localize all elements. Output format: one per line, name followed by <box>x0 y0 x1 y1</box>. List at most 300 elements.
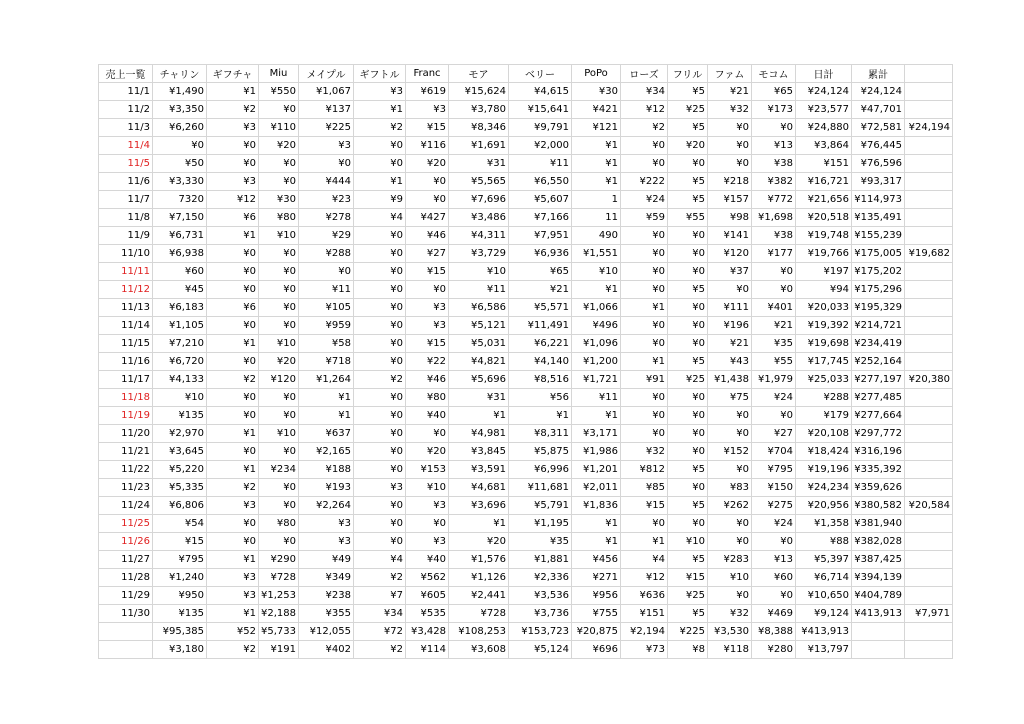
value-cell[interactable] <box>905 173 953 191</box>
value-cell[interactable]: ¥0 <box>207 353 259 371</box>
value-cell[interactable]: ¥15,624 <box>449 83 509 101</box>
value-cell[interactable]: ¥0 <box>259 101 299 119</box>
value-cell[interactable]: ¥0 <box>621 227 668 245</box>
value-cell[interactable]: ¥4 <box>621 551 668 569</box>
value-cell[interactable]: ¥3 <box>406 101 449 119</box>
value-cell[interactable]: ¥0 <box>207 263 259 281</box>
value-cell[interactable]: ¥1,067 <box>299 83 354 101</box>
value-cell[interactable]: ¥25 <box>668 587 708 605</box>
value-cell[interactable]: ¥0 <box>354 263 406 281</box>
value-cell[interactable]: ¥20,956 <box>796 497 852 515</box>
value-cell[interactable]: ¥3,736 <box>509 605 572 623</box>
value-cell[interactable] <box>905 443 953 461</box>
value-cell[interactable]: ¥5,607 <box>509 191 572 209</box>
value-cell[interactable]: ¥0 <box>259 299 299 317</box>
value-cell[interactable]: ¥0 <box>752 263 796 281</box>
value-cell[interactable]: ¥32 <box>621 443 668 461</box>
value-cell[interactable]: ¥0 <box>354 353 406 371</box>
value-cell[interactable]: ¥10 <box>259 425 299 443</box>
value-cell[interactable]: ¥76,445 <box>852 137 905 155</box>
value-cell[interactable]: ¥5,696 <box>449 371 509 389</box>
value-cell[interactable]: ¥1,691 <box>449 137 509 155</box>
value-cell[interactable]: ¥16,721 <box>796 173 852 191</box>
value-cell[interactable]: ¥1,438 <box>708 371 752 389</box>
value-cell[interactable]: ¥1,195 <box>509 515 572 533</box>
value-cell[interactable]: ¥0 <box>752 533 796 551</box>
column-header[interactable]: ベリー <box>509 65 572 83</box>
value-cell[interactable]: ¥271 <box>572 569 621 587</box>
value-cell[interactable]: ¥0 <box>668 389 708 407</box>
value-cell[interactable]: ¥3 <box>354 83 406 101</box>
value-cell[interactable]: ¥696 <box>572 641 621 659</box>
value-cell[interactable]: ¥0 <box>207 515 259 533</box>
value-cell[interactable]: ¥32 <box>708 605 752 623</box>
date-cell[interactable]: 11/6 <box>99 173 153 191</box>
value-cell[interactable]: ¥3,608 <box>449 641 509 659</box>
value-cell[interactable]: ¥0 <box>259 479 299 497</box>
value-cell[interactable] <box>905 263 953 281</box>
value-cell[interactable]: ¥3,530 <box>708 623 752 641</box>
value-cell[interactable]: ¥65 <box>752 83 796 101</box>
value-cell[interactable]: ¥55 <box>668 209 708 227</box>
value-cell[interactable]: ¥0 <box>207 389 259 407</box>
value-cell[interactable]: ¥5 <box>668 461 708 479</box>
value-cell[interactable]: ¥950 <box>153 587 207 605</box>
value-cell[interactable]: ¥7,696 <box>449 191 509 209</box>
value-cell[interactable]: ¥20,584 <box>905 497 953 515</box>
value-cell[interactable]: ¥381,940 <box>852 515 905 533</box>
value-cell[interactable]: ¥12 <box>207 191 259 209</box>
value-cell[interactable]: ¥27 <box>752 425 796 443</box>
value-cell[interactable]: ¥72 <box>354 623 406 641</box>
value-cell[interactable]: ¥15 <box>668 569 708 587</box>
value-cell[interactable]: ¥5 <box>668 83 708 101</box>
value-cell[interactable]: ¥114 <box>406 641 449 659</box>
value-cell[interactable]: ¥10 <box>406 479 449 497</box>
value-cell[interactable]: ¥5 <box>668 191 708 209</box>
value-cell[interactable]: ¥0 <box>354 317 406 335</box>
value-cell[interactable] <box>905 101 953 119</box>
value-cell[interactable]: ¥355 <box>299 605 354 623</box>
value-cell[interactable]: ¥21 <box>752 317 796 335</box>
value-cell[interactable]: ¥1,201 <box>572 461 621 479</box>
value-cell[interactable]: ¥20 <box>406 443 449 461</box>
value-cell[interactable] <box>905 137 953 155</box>
value-cell[interactable]: ¥13,797 <box>796 641 852 659</box>
value-cell[interactable]: ¥0 <box>708 281 752 299</box>
value-cell[interactable]: ¥5,031 <box>449 335 509 353</box>
value-cell[interactable]: ¥24 <box>621 191 668 209</box>
value-cell[interactable]: ¥956 <box>572 587 621 605</box>
value-cell[interactable] <box>905 425 953 443</box>
value-cell[interactable]: ¥0 <box>354 443 406 461</box>
value-cell[interactable]: ¥3,536 <box>509 587 572 605</box>
value-cell[interactable]: ¥6,221 <box>509 335 572 353</box>
value-cell[interactable]: ¥7,150 <box>153 209 207 227</box>
value-cell[interactable]: ¥31 <box>449 155 509 173</box>
value-cell[interactable]: ¥152 <box>708 443 752 461</box>
value-cell[interactable]: ¥0 <box>668 479 708 497</box>
value-cell[interactable]: ¥0 <box>259 173 299 191</box>
value-cell[interactable]: ¥2,194 <box>621 623 668 641</box>
value-cell[interactable]: ¥1 <box>572 155 621 173</box>
value-cell[interactable]: ¥0 <box>207 137 259 155</box>
value-cell[interactable] <box>905 623 953 641</box>
value-cell[interactable]: ¥11 <box>572 389 621 407</box>
value-cell[interactable]: ¥19,196 <box>796 461 852 479</box>
value-cell[interactable]: ¥755 <box>572 605 621 623</box>
value-cell[interactable]: ¥234 <box>259 461 299 479</box>
value-cell[interactable]: ¥8,311 <box>509 425 572 443</box>
value-cell[interactable]: ¥382,028 <box>852 533 905 551</box>
value-cell[interactable]: ¥234,419 <box>852 335 905 353</box>
value-cell[interactable]: ¥21 <box>509 281 572 299</box>
value-cell[interactable]: ¥0 <box>354 389 406 407</box>
value-cell[interactable]: ¥10 <box>259 227 299 245</box>
value-cell[interactable]: ¥0 <box>259 443 299 461</box>
value-cell[interactable]: ¥19,682 <box>905 245 953 263</box>
value-cell[interactable]: ¥25 <box>668 101 708 119</box>
date-cell[interactable]: 11/26 <box>99 533 153 551</box>
value-cell[interactable]: ¥316,196 <box>852 443 905 461</box>
value-cell[interactable]: ¥0 <box>708 515 752 533</box>
value-cell[interactable]: ¥11 <box>449 281 509 299</box>
date-cell[interactable]: 11/13 <box>99 299 153 317</box>
value-cell[interactable]: ¥179 <box>796 407 852 425</box>
value-cell[interactable] <box>905 551 953 569</box>
value-cell[interactable]: ¥10 <box>153 389 207 407</box>
value-cell[interactable]: ¥0 <box>299 155 354 173</box>
value-cell[interactable]: ¥153,723 <box>509 623 572 641</box>
value-cell[interactable]: ¥0 <box>621 515 668 533</box>
value-cell[interactable]: ¥278 <box>299 209 354 227</box>
column-header[interactable]: 累計 <box>852 65 905 83</box>
value-cell[interactable]: ¥535 <box>406 605 449 623</box>
value-cell[interactable]: ¥24,194 <box>905 119 953 137</box>
value-cell[interactable]: ¥2 <box>207 101 259 119</box>
value-cell[interactable]: ¥1 <box>572 173 621 191</box>
date-cell[interactable]: 11/19 <box>99 407 153 425</box>
column-header[interactable]: モコム <box>752 65 796 83</box>
value-cell[interactable]: ¥3,645 <box>153 443 207 461</box>
value-cell[interactable] <box>905 515 953 533</box>
value-cell[interactable]: ¥60 <box>153 263 207 281</box>
value-cell[interactable]: ¥4,311 <box>449 227 509 245</box>
value-cell[interactable]: ¥21,656 <box>796 191 852 209</box>
value-cell[interactable]: ¥0 <box>621 281 668 299</box>
value-cell[interactable]: ¥4,821 <box>449 353 509 371</box>
value-cell[interactable]: ¥3 <box>406 317 449 335</box>
value-cell[interactable] <box>905 317 953 335</box>
value-cell[interactable]: ¥2,011 <box>572 479 621 497</box>
value-cell[interactable]: ¥151 <box>796 155 852 173</box>
value-cell[interactable]: ¥456 <box>572 551 621 569</box>
value-cell[interactable]: ¥15 <box>406 119 449 137</box>
value-cell[interactable]: ¥6,586 <box>449 299 509 317</box>
value-cell[interactable]: ¥218 <box>708 173 752 191</box>
value-cell[interactable]: ¥10 <box>449 263 509 281</box>
value-cell[interactable]: ¥0 <box>354 515 406 533</box>
value-cell[interactable]: ¥0 <box>354 335 406 353</box>
value-cell[interactable]: ¥98 <box>708 209 752 227</box>
value-cell[interactable]: ¥427 <box>406 209 449 227</box>
value-cell[interactable]: ¥32 <box>708 101 752 119</box>
value-cell[interactable]: ¥2 <box>354 569 406 587</box>
value-cell[interactable]: ¥0 <box>708 137 752 155</box>
value-cell[interactable]: ¥394,139 <box>852 569 905 587</box>
value-cell[interactable]: ¥6 <box>207 209 259 227</box>
date-cell[interactable]: 11/3 <box>99 119 153 137</box>
value-cell[interactable]: ¥6,936 <box>509 245 572 263</box>
value-cell[interactable]: ¥275 <box>752 497 796 515</box>
value-cell[interactable]: ¥3 <box>406 497 449 515</box>
value-cell[interactable]: ¥728 <box>259 569 299 587</box>
value-cell[interactable]: ¥1,105 <box>153 317 207 335</box>
value-cell[interactable]: ¥6,183 <box>153 299 207 317</box>
value-cell[interactable]: ¥2,264 <box>299 497 354 515</box>
value-cell[interactable]: ¥1 <box>449 407 509 425</box>
value-cell[interactable]: ¥214,721 <box>852 317 905 335</box>
value-cell[interactable]: ¥0 <box>354 497 406 515</box>
value-cell[interactable]: ¥3 <box>299 515 354 533</box>
value-cell[interactable]: ¥150 <box>752 479 796 497</box>
value-cell[interactable]: ¥37 <box>708 263 752 281</box>
value-cell[interactable]: ¥444 <box>299 173 354 191</box>
value-cell[interactable]: ¥2,000 <box>509 137 572 155</box>
value-cell[interactable]: ¥80 <box>259 515 299 533</box>
value-cell[interactable]: ¥1,979 <box>752 371 796 389</box>
value-cell[interactable]: ¥7,210 <box>153 335 207 353</box>
value-cell[interactable] <box>905 155 953 173</box>
value-cell[interactable]: ¥9,791 <box>509 119 572 137</box>
date-cell[interactable] <box>99 641 153 659</box>
value-cell[interactable]: ¥1,698 <box>752 209 796 227</box>
value-cell[interactable]: ¥135 <box>153 605 207 623</box>
column-header[interactable]: モア <box>449 65 509 83</box>
value-cell[interactable]: ¥1 <box>207 461 259 479</box>
value-cell[interactable]: ¥2 <box>621 119 668 137</box>
value-cell[interactable]: ¥5,565 <box>449 173 509 191</box>
value-cell[interactable]: ¥91 <box>621 371 668 389</box>
value-cell[interactable]: ¥0 <box>207 281 259 299</box>
value-cell[interactable]: ¥94 <box>796 281 852 299</box>
value-cell[interactable]: ¥175,202 <box>852 263 905 281</box>
date-cell[interactable]: 11/14 <box>99 317 153 335</box>
value-cell[interactable]: ¥141 <box>708 227 752 245</box>
value-cell[interactable]: ¥288 <box>796 389 852 407</box>
value-cell[interactable]: ¥335,392 <box>852 461 905 479</box>
value-cell[interactable]: ¥5 <box>668 119 708 137</box>
value-cell[interactable]: ¥3,350 <box>153 101 207 119</box>
date-cell[interactable]: 11/8 <box>99 209 153 227</box>
value-cell[interactable]: ¥3,428 <box>406 623 449 641</box>
value-cell[interactable]: ¥60 <box>752 569 796 587</box>
value-cell[interactable]: ¥191 <box>259 641 299 659</box>
value-cell[interactable]: ¥3 <box>207 587 259 605</box>
value-cell[interactable]: ¥23 <box>299 191 354 209</box>
value-cell[interactable]: ¥0 <box>207 533 259 551</box>
value-cell[interactable]: ¥31 <box>449 389 509 407</box>
value-cell[interactable]: ¥5,220 <box>153 461 207 479</box>
date-cell[interactable]: 11/15 <box>99 335 153 353</box>
value-cell[interactable]: ¥1,490 <box>153 83 207 101</box>
value-cell[interactable]: ¥8,516 <box>509 371 572 389</box>
value-cell[interactable]: ¥402 <box>299 641 354 659</box>
value-cell[interactable]: ¥550 <box>259 83 299 101</box>
date-cell[interactable]: 11/10 <box>99 245 153 263</box>
value-cell[interactable]: ¥50 <box>153 155 207 173</box>
value-cell[interactable]: ¥24,124 <box>796 83 852 101</box>
value-cell[interactable]: ¥20 <box>668 137 708 155</box>
value-cell[interactable]: ¥85 <box>621 479 668 497</box>
value-cell[interactable] <box>905 641 953 659</box>
value-cell[interactable]: ¥772 <box>752 191 796 209</box>
value-cell[interactable]: ¥2,336 <box>509 569 572 587</box>
column-header[interactable]: ローズ <box>621 65 668 83</box>
value-cell[interactable]: ¥1,836 <box>572 497 621 515</box>
column-header[interactable]: フリル <box>668 65 708 83</box>
value-cell[interactable]: ¥43 <box>708 353 752 371</box>
value-cell[interactable]: ¥0 <box>668 155 708 173</box>
value-cell[interactable]: ¥46 <box>406 371 449 389</box>
value-cell[interactable] <box>905 587 953 605</box>
value-cell[interactable]: ¥151 <box>621 605 668 623</box>
value-cell[interactable]: ¥20 <box>259 353 299 371</box>
value-cell[interactable]: ¥20,108 <box>796 425 852 443</box>
value-cell[interactable]: ¥59 <box>621 209 668 227</box>
value-cell[interactable]: ¥5,397 <box>796 551 852 569</box>
value-cell[interactable]: ¥173 <box>752 101 796 119</box>
value-cell[interactable]: 490 <box>572 227 621 245</box>
value-cell[interactable]: ¥38 <box>752 155 796 173</box>
column-header[interactable]: Franc <box>406 65 449 83</box>
value-cell[interactable]: ¥0 <box>207 407 259 425</box>
value-cell[interactable]: ¥24,124 <box>852 83 905 101</box>
value-cell[interactable]: ¥1,881 <box>509 551 572 569</box>
value-cell[interactable]: ¥349 <box>299 569 354 587</box>
value-cell[interactable]: ¥225 <box>668 623 708 641</box>
value-cell[interactable]: ¥72,581 <box>852 119 905 137</box>
value-cell[interactable]: ¥2 <box>207 641 259 659</box>
value-cell[interactable]: ¥25 <box>668 371 708 389</box>
value-cell[interactable]: ¥1 <box>572 281 621 299</box>
value-cell[interactable]: ¥222 <box>621 173 668 191</box>
value-cell[interactable]: ¥7,971 <box>905 605 953 623</box>
value-cell[interactable]: ¥795 <box>153 551 207 569</box>
value-cell[interactable]: ¥0 <box>207 443 259 461</box>
value-cell[interactable]: ¥195,329 <box>852 299 905 317</box>
value-cell[interactable]: ¥3 <box>354 479 406 497</box>
value-cell[interactable]: ¥20,380 <box>905 371 953 389</box>
value-cell[interactable]: ¥35 <box>752 335 796 353</box>
value-cell[interactable]: ¥718 <box>299 353 354 371</box>
date-cell[interactable]: 11/2 <box>99 101 153 119</box>
value-cell[interactable]: ¥1 <box>621 533 668 551</box>
value-cell[interactable]: ¥1 <box>207 335 259 353</box>
value-cell[interactable]: ¥6,260 <box>153 119 207 137</box>
value-cell[interactable]: ¥11 <box>509 155 572 173</box>
value-cell[interactable]: ¥188 <box>299 461 354 479</box>
value-cell[interactable]: ¥3,330 <box>153 173 207 191</box>
value-cell[interactable]: ¥1,066 <box>572 299 621 317</box>
date-cell[interactable]: 11/21 <box>99 443 153 461</box>
value-cell[interactable]: ¥118 <box>708 641 752 659</box>
value-cell[interactable]: ¥0 <box>406 515 449 533</box>
value-cell[interactable]: ¥0 <box>406 173 449 191</box>
value-cell[interactable] <box>905 83 953 101</box>
value-cell[interactable]: ¥111 <box>708 299 752 317</box>
column-header[interactable]: ギフトル <box>354 65 406 83</box>
value-cell[interactable]: ¥704 <box>752 443 796 461</box>
value-cell[interactable]: ¥15,641 <box>509 101 572 119</box>
value-cell[interactable]: ¥5,121 <box>449 317 509 335</box>
value-cell[interactable]: ¥0 <box>354 407 406 425</box>
value-cell[interactable]: ¥19,766 <box>796 245 852 263</box>
value-cell[interactable]: ¥3 <box>299 137 354 155</box>
value-cell[interactable]: ¥0 <box>354 245 406 263</box>
value-cell[interactable]: ¥280 <box>752 641 796 659</box>
date-cell[interactable]: 11/30 <box>99 605 153 623</box>
value-cell[interactable]: ¥135 <box>153 407 207 425</box>
value-cell[interactable]: ¥0 <box>668 515 708 533</box>
value-cell[interactable]: ¥4,140 <box>509 353 572 371</box>
value-cell[interactable]: ¥6,731 <box>153 227 207 245</box>
value-cell[interactable]: ¥0 <box>207 155 259 173</box>
value-cell[interactable]: ¥19,698 <box>796 335 852 353</box>
value-cell[interactable]: ¥252,164 <box>852 353 905 371</box>
value-cell[interactable]: ¥959 <box>299 317 354 335</box>
value-cell[interactable]: ¥0 <box>668 263 708 281</box>
column-header[interactable]: Miu <box>259 65 299 83</box>
value-cell[interactable]: ¥4,681 <box>449 479 509 497</box>
value-cell[interactable]: ¥0 <box>752 281 796 299</box>
value-cell[interactable]: ¥75 <box>708 389 752 407</box>
value-cell[interactable]: ¥3 <box>207 119 259 137</box>
value-cell[interactable] <box>905 407 953 425</box>
value-cell[interactable]: ¥0 <box>708 119 752 137</box>
value-cell[interactable]: ¥0 <box>259 245 299 263</box>
value-cell[interactable]: ¥2 <box>354 641 406 659</box>
value-cell[interactable]: ¥225 <box>299 119 354 137</box>
value-cell[interactable]: ¥496 <box>572 317 621 335</box>
date-cell[interactable]: 11/18 <box>99 389 153 407</box>
value-cell[interactable]: ¥5 <box>668 281 708 299</box>
value-cell[interactable]: ¥52 <box>207 623 259 641</box>
value-cell[interactable]: ¥15 <box>153 533 207 551</box>
value-cell[interactable] <box>905 479 953 497</box>
value-cell[interactable]: ¥0 <box>621 425 668 443</box>
value-cell[interactable]: ¥2 <box>207 371 259 389</box>
value-cell[interactable]: ¥3 <box>299 533 354 551</box>
value-cell[interactable]: ¥5,733 <box>259 623 299 641</box>
value-cell[interactable]: ¥3 <box>207 497 259 515</box>
value-cell[interactable]: ¥135,491 <box>852 209 905 227</box>
value-cell[interactable]: ¥3,729 <box>449 245 509 263</box>
value-cell[interactable]: ¥290 <box>259 551 299 569</box>
value-cell[interactable]: ¥2,188 <box>259 605 299 623</box>
value-cell[interactable]: ¥20 <box>406 155 449 173</box>
value-cell[interactable]: ¥6,996 <box>509 461 572 479</box>
value-cell[interactable]: ¥277,485 <box>852 389 905 407</box>
value-cell[interactable]: ¥0 <box>406 425 449 443</box>
value-cell[interactable]: ¥4,981 <box>449 425 509 443</box>
value-cell[interactable]: ¥1,096 <box>572 335 621 353</box>
value-cell[interactable]: ¥0 <box>354 299 406 317</box>
value-cell[interactable]: ¥7,951 <box>509 227 572 245</box>
value-cell[interactable]: ¥0 <box>259 497 299 515</box>
value-cell[interactable]: ¥15 <box>406 263 449 281</box>
value-cell[interactable]: ¥0 <box>668 299 708 317</box>
